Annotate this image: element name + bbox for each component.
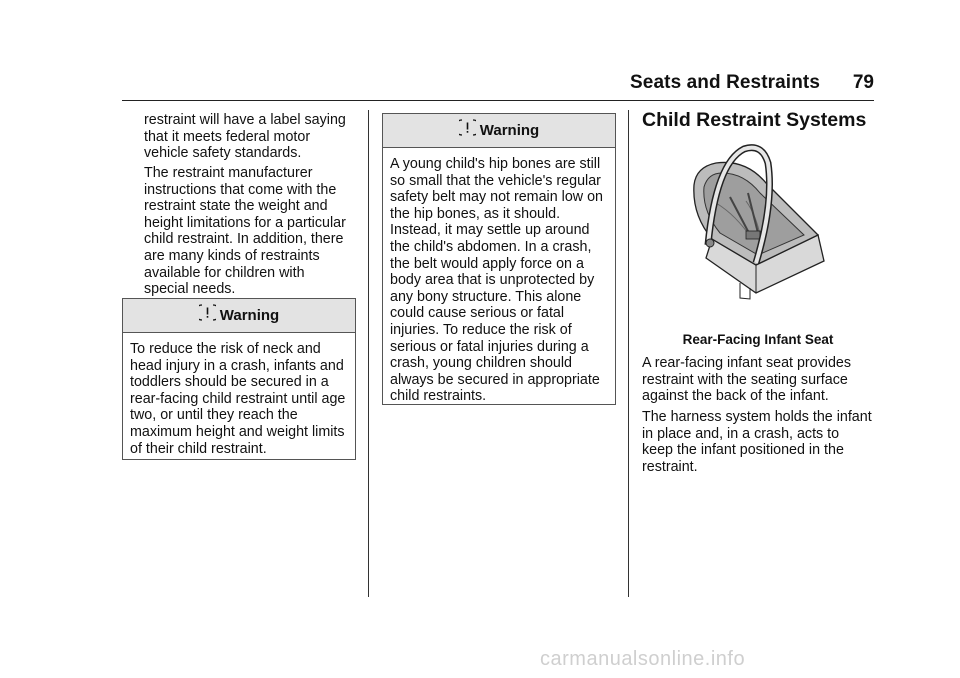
warning-bracket-icon bbox=[199, 304, 216, 325]
section-title: Seats and Restraints bbox=[630, 72, 820, 93]
figure-caption: Rear-Facing Infant Seat bbox=[682, 332, 834, 347]
page-number: 79 bbox=[852, 72, 874, 93]
warning-header bbox=[383, 114, 615, 148]
warning-box-left bbox=[122, 298, 356, 460]
watermark: carmanualsonline.info bbox=[540, 648, 746, 670]
warning-title: Warning bbox=[479, 122, 540, 139]
column-divider-right bbox=[628, 110, 629, 597]
warning-body: To reduce the risk of neck and head injury in a crash, infants and toddlers should be secured in a rear-facing child restraint until age two, or until they reach the maximum height and weight limits of their child restraint. bbox=[130, 341, 346, 457]
right-paragraph-1: A rear-facing infant seat provides restraint with the seating surface against the back of the infant. bbox=[642, 355, 852, 405]
warning-box-middle bbox=[382, 113, 616, 405]
right-paragraph-2: The harness system holds the infant in place and, in a crash, acts to keep the infant positioned in the restraint. bbox=[642, 409, 872, 475]
column-divider-left bbox=[368, 110, 369, 597]
warning-title: Warning bbox=[219, 307, 280, 324]
left-paragraph-1: restraint will have a label saying that it meets federal motor vehicle safety standards. bbox=[144, 112, 346, 162]
warning-body: A young child's hip bones are still so small that the vehicle's regular safety belt may not remain low on the hip bones, as it should. Instead, it may settle up around the child's abdomen. In a crash, the belt would apply force on a body area that is unprotected by any bony structure. This alone could cause serious or fatal injuries. To reduce the risk of serious or fatal injuries during a crash, young children should always be secured in appropriate child restraints. bbox=[390, 156, 603, 405]
warning-header bbox=[123, 299, 355, 333]
section-heading: Child Restraint Systems bbox=[642, 109, 867, 131]
left-paragraph-2: The restraint manufacturer instructions that come with the restraint state the weight and height limitations for a particular child restraint. In addition, there are many kinds of restraints available for children with special needs. bbox=[144, 165, 346, 298]
warning-bracket-icon bbox=[459, 119, 476, 140]
header-rule bbox=[122, 100, 874, 101]
infant-seat-illustration bbox=[686, 143, 828, 301]
